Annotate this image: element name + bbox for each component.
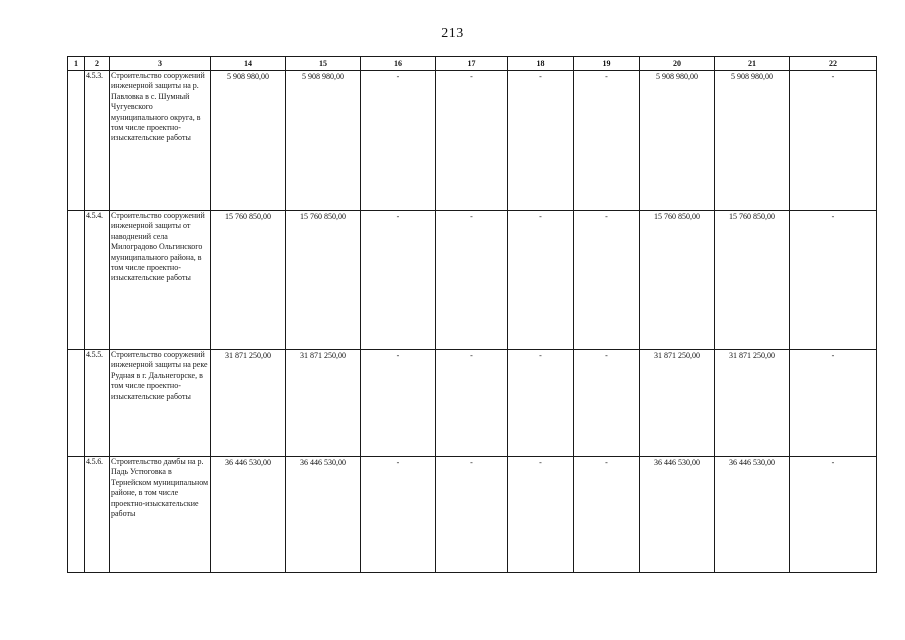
column-header: 14 — [211, 57, 286, 71]
amount-col-21: 36 446 530,00 — [715, 457, 790, 573]
column-header: 18 — [508, 57, 574, 71]
amount-col-21: 15 760 850,00 — [715, 211, 790, 350]
amount-col-20: 15 760 850,00 — [640, 211, 715, 350]
item-name: Строительство сооружений инженерной защиты на р. Павловка в с. Шумный Чугуевского муниципального округа, в том числе проектно-изыскательские работы — [110, 71, 211, 211]
amount-col-19: - — [574, 350, 640, 457]
item-code: 4.5.3. — [85, 71, 110, 211]
amount-col-15: 31 871 250,00 — [286, 350, 361, 457]
amount-col-17: - — [436, 350, 508, 457]
amount-col-16: - — [361, 457, 436, 573]
amount-col-19: - — [574, 71, 640, 211]
amount-col-22: - — [790, 457, 877, 573]
amount-col-18: - — [508, 350, 574, 457]
amount-col-22: - — [790, 211, 877, 350]
header-row — [68, 57, 877, 71]
column-header: 21 — [715, 57, 790, 71]
page-number: 213 — [441, 26, 464, 41]
column-header: 16 — [361, 57, 436, 71]
row-index-cell — [68, 211, 85, 350]
amount-col-16: - — [361, 350, 436, 457]
table-row — [68, 350, 877, 457]
column-header: 15 — [286, 57, 361, 71]
amount-col-19: - — [574, 211, 640, 350]
table-row — [68, 71, 877, 211]
amount-col-20: 36 446 530,00 — [640, 457, 715, 573]
item-code: 4.5.4. — [85, 211, 110, 350]
amount-col-14: 36 446 530,00 — [211, 457, 286, 573]
column-header: 2 — [85, 57, 110, 71]
row-index-cell — [68, 71, 85, 211]
amount-col-14: 5 908 980,00 — [211, 71, 286, 211]
amount-col-14: 31 871 250,00 — [211, 350, 286, 457]
item-name: Строительство сооружений инженерной защиты от наводнений села Милоградово Ольгинского муниципального района, в том числе проектно-изыскательские работы — [110, 211, 211, 350]
column-header: 20 — [640, 57, 715, 71]
table-row — [68, 211, 877, 350]
amount-col-19: - — [574, 457, 640, 573]
column-header: 22 — [790, 57, 877, 71]
amount-col-21: 5 908 980,00 — [715, 71, 790, 211]
amount-col-16: - — [361, 71, 436, 211]
column-header: 19 — [574, 57, 640, 71]
column-header: 3 — [110, 57, 211, 71]
amount-col-18: - — [508, 211, 574, 350]
amount-col-15: 5 908 980,00 — [286, 71, 361, 211]
amount-col-14: 15 760 850,00 — [211, 211, 286, 350]
budget-table — [67, 56, 877, 573]
row-index-cell — [68, 350, 85, 457]
table-row — [68, 457, 877, 573]
amount-col-18: - — [508, 71, 574, 211]
item-code: 4.5.5. — [85, 350, 110, 457]
amount-col-22: - — [790, 71, 877, 211]
amount-col-20: 31 871 250,00 — [640, 350, 715, 457]
amount-col-15: 36 446 530,00 — [286, 457, 361, 573]
amount-col-17: - — [436, 457, 508, 573]
amount-col-18: - — [508, 457, 574, 573]
item-name: Строительство сооружений инженерной защиты на реке Рудная в г. Дальнегорске, в том числе проектно-изыскательские работы — [110, 350, 211, 457]
column-header: 1 — [68, 57, 85, 71]
amount-col-15: 15 760 850,00 — [286, 211, 361, 350]
amount-col-20: 5 908 980,00 — [640, 71, 715, 211]
amount-col-17: - — [436, 211, 508, 350]
amount-col-22: - — [790, 350, 877, 457]
amount-col-21: 31 871 250,00 — [715, 350, 790, 457]
amount-col-16: - — [361, 211, 436, 350]
item-code: 4.5.6. — [85, 457, 110, 573]
column-header: 17 — [436, 57, 508, 71]
amount-col-17: - — [436, 71, 508, 211]
item-name: Строительство дамбы на р. Падь Устюговка в Тернейском муниципальном районе, в том числе проектно-изыскательские работы — [110, 457, 211, 573]
row-index-cell — [68, 457, 85, 573]
